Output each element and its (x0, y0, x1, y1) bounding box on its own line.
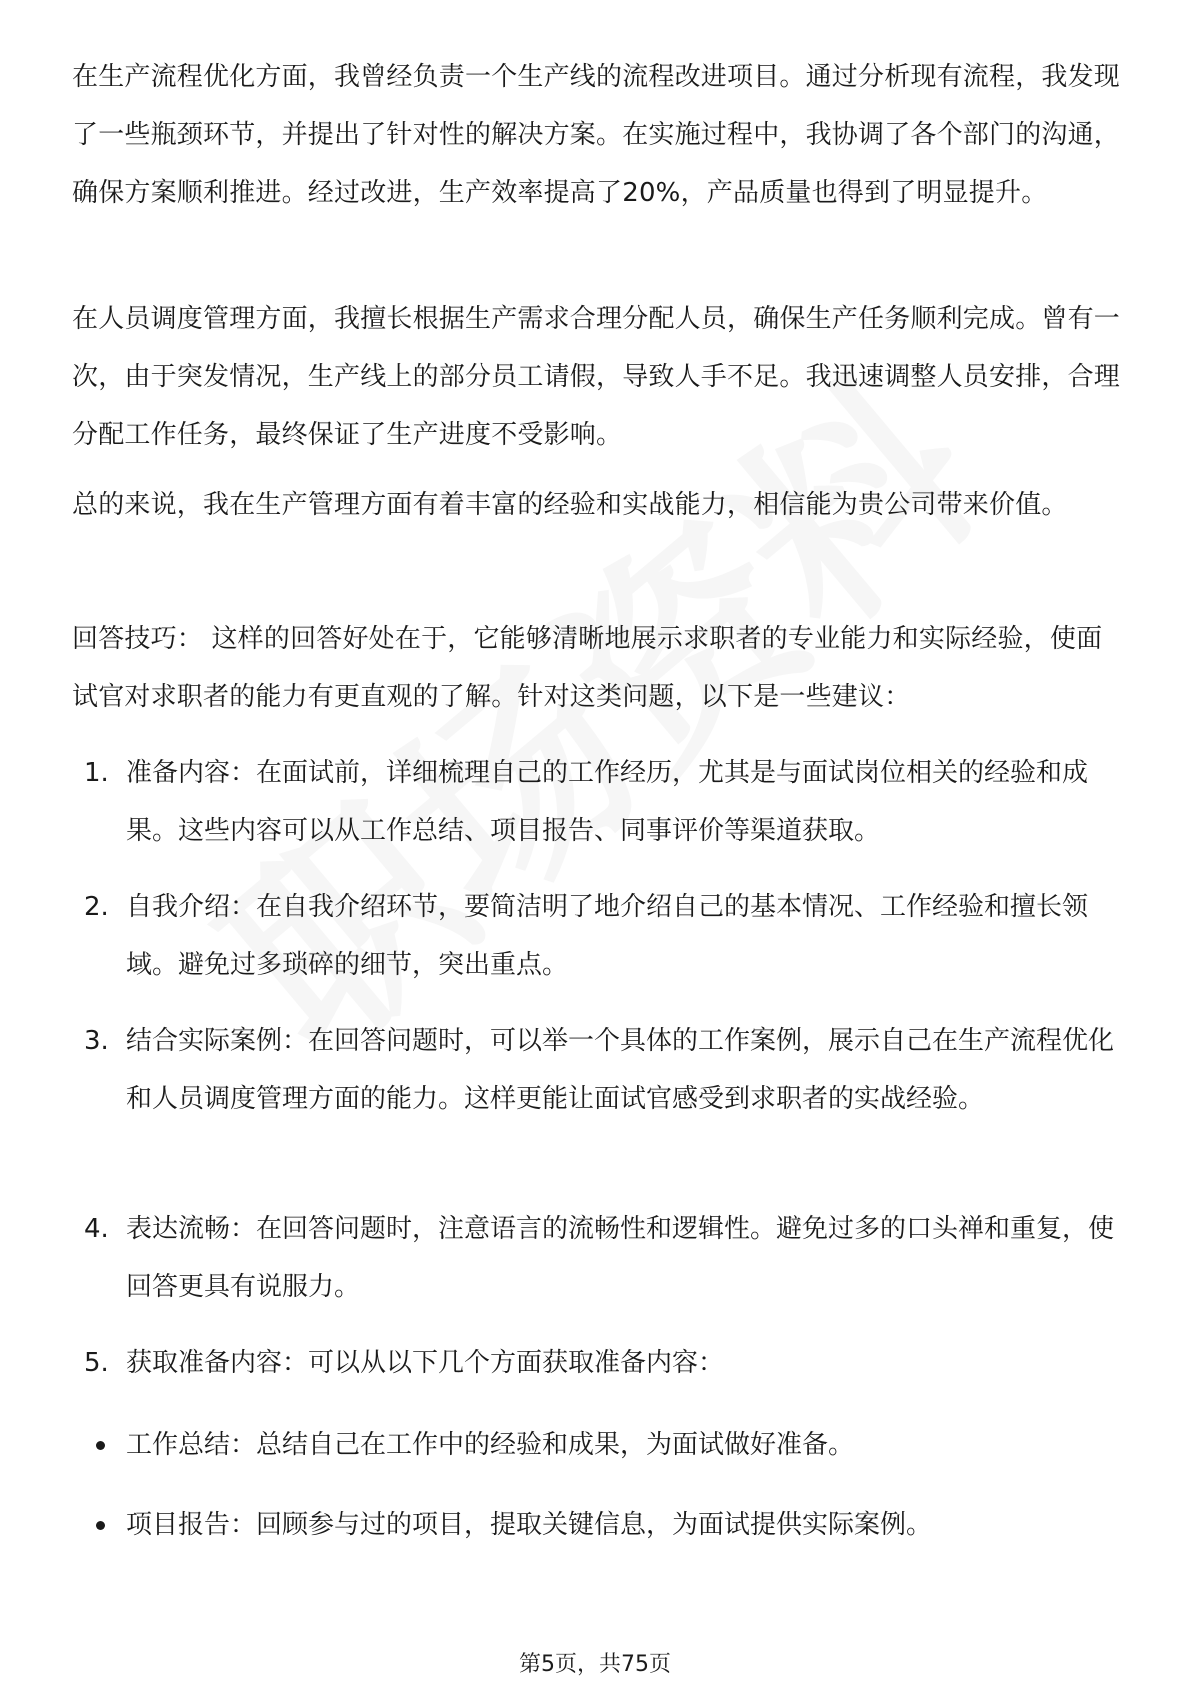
bullet-icon (96, 1441, 105, 1450)
paragraph-process-optimization: 在生产流程优化方面，我曾经负责一个生产线的流程改进项目。通过分析现有流程，我发现了一些瓶颈环节，并提出了针对性的解决方案。在实施过程中，我协调了各个部门的沟通，确保方案顺利推进。经过改进，生产效率提高了20%，产品质量也得到了明显提升。 (72, 62, 1121, 208)
list-item (84, 1334, 1124, 1392)
list-item (84, 1200, 1124, 1316)
list-item (84, 744, 1124, 860)
paragraph-staff-scheduling: 在人员调度管理方面，我擅长根据生产需求合理分配人员，确保生产任务顺利完成。曾有一次，由于突发情况，生产线上的部分员工请假，导致人手不足。我迅速调整人员安排，合理分配工作任务，最终保证了生产进度不受影响。 (72, 304, 1121, 450)
bullet-icon (96, 1521, 105, 1530)
list-number: 3. (84, 1026, 109, 1056)
paragraph-answer-tips: 回答技巧： 这样的回答好处在于，它能够清晰地展示求职者的专业能力和实际经验，使面试官对求职者的能力有更直观的了解。针对这类问题，以下是一些建议： (72, 624, 1103, 712)
list-text: 结合实际案例：在回答问题时，可以举一个具体的工作案例，展示自己在生产流程优化和人员调度管理方面的能力。这样更能让面试官感受到求职者的实战经验。 (126, 1026, 1115, 1114)
list-number: 2. (84, 892, 109, 922)
list-text: 获取准备内容：可以从以下几个方面获取准备内容： (126, 1348, 725, 1378)
bullet-item (96, 1496, 1116, 1554)
list-item (84, 878, 1124, 994)
list-text: 准备内容：在面试前，详细梳理自己的工作经历，尤其是与面试岗位相关的经验和成果。这些内容可以从工作总结、项目报告、同事评价等渠道获取。 (126, 758, 1089, 846)
list-text: 表达流畅：在回答问题时，注意语言的流畅性和逻辑性。避免过多的口头禅和重复，使回答更具有说服力。 (126, 1214, 1115, 1302)
paragraph-summary: 总的来说，我在生产管理方面有着丰富的经验和实战能力，相信能为贵公司带来价值。 (72, 490, 1068, 520)
list-item (84, 1012, 1124, 1128)
bullet-text: 工作总结：总结自己在工作中的经验和成果，为面试做好准备。 (126, 1430, 855, 1460)
bullet-item (96, 1416, 1116, 1474)
bullet-text: 项目报告：回顾参与过的项目，提取关键信息，为面试提供实际案例。 (126, 1510, 933, 1540)
list-number: 1. (84, 758, 109, 788)
list-number: 4. (84, 1214, 109, 1244)
list-number: 5. (84, 1348, 109, 1378)
page-footer: 第5页，共75页 (519, 1652, 671, 1677)
list-text: 自我介绍：在自我介绍环节，要简洁明了地介绍自己的基本情况、工作经验和擅长领域。避免过多琐碎的细节，突出重点。 (126, 892, 1089, 980)
